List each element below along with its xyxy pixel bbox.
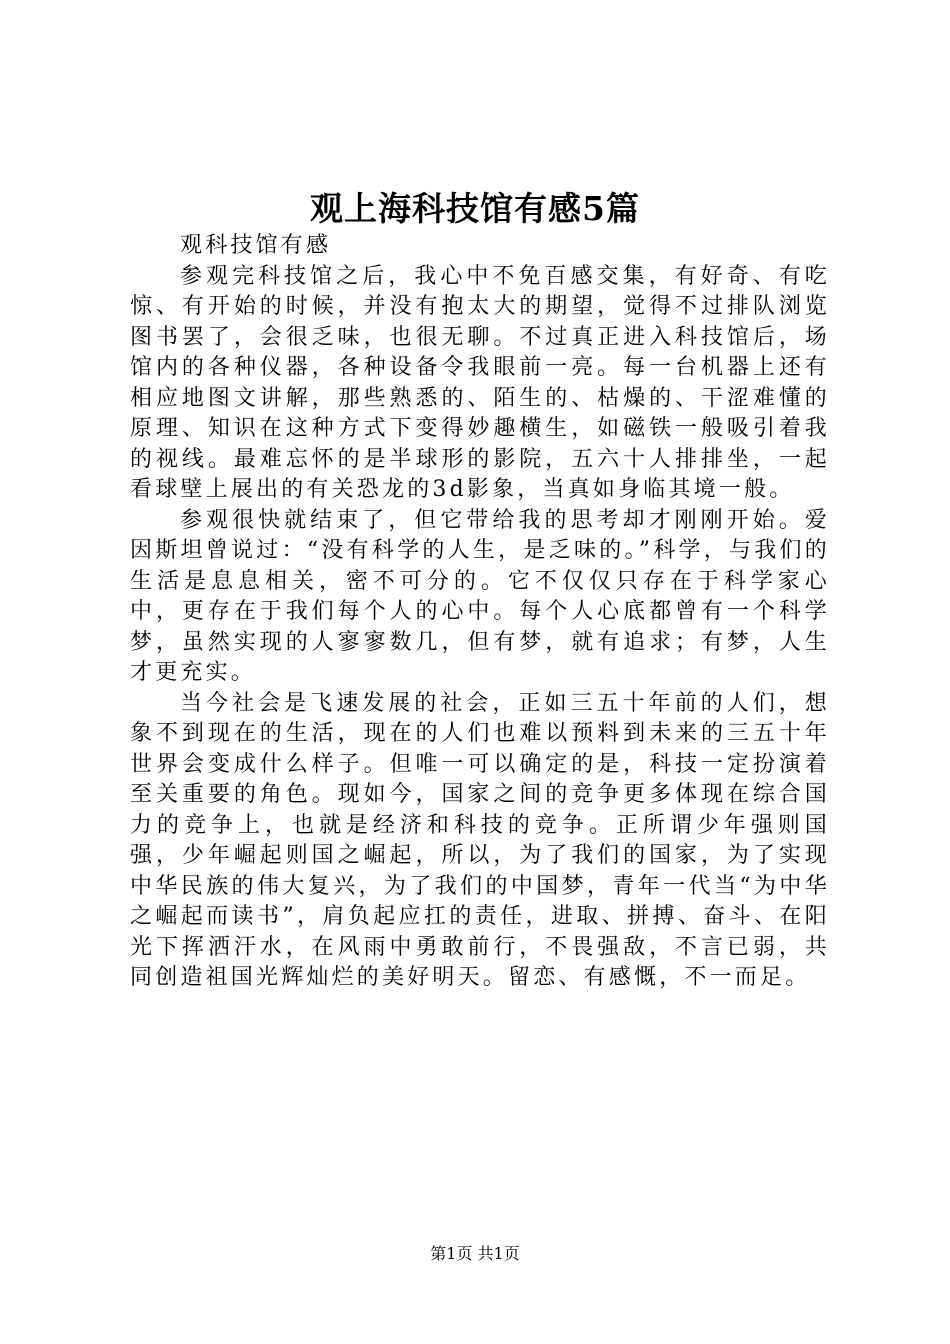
paragraph: 参观完科技馆之后，我心中不免百感交集，有好奇、有吃惊、有开始的时候，并没有抱太大的期望，觉得不过排队浏览图书罢了，会很乏味，也很无聊。不过真正进入科技馆后，场馆内的各种仪器，各种设备令我眼前一亮。每一台机器上还有相应地图文讲解，那些熟悉的、陌生的、枯燥的、干涩难懂的原理、知识在这种方式下变得妙趣横生，如磁铁一般吸引着我的视线。最难忘怀的是半球形的影院，五六十人排排坐，一起看球壁上展出的有关恐龙的3d影象，当真如身临其境一般。 [130,263,830,502]
section-heading: 观科技馆有感 [180,233,332,258]
page-footer: 第1页 共1页 [430,1244,520,1263]
document-title: 观上海科技馆有感5篇 [310,189,640,228]
document-body [130,231,830,994]
paragraph: 参观很快就结束了，但它带给我的思考却才刚刚开始。爱因斯坦曾说过：“没有科学的人生，是乏味的。”科学，与我们的生活是息息相关，密不可分的。它不仅仅只存在于科学家心中，更存在于我们每个人的心中。每个人心底都曾有一个科学梦，虽然实现的人寥寥数几，但有梦，就有追求；有梦，人生才更充实。 [130,507,830,685]
paragraph: 当今社会是飞速发展的社会，正如三五十年前的人们，想象不到现在的生活，现在的人们也难以预料到未来的三五十年世界会变成什么样子。但唯一可以确定的是，科技一定扮演着至关重要的角色。现如今，国家之间的竞争更多体现在综合国力的竞争上，也就是经济和科技的竞争。正所谓少年强则国强，少年崛起则国之崛起，所以，为了我们的国家，为了实现中华民族的伟大复兴，为了我们的中国梦，青年一代当“为中华之崛起而读书”，肩负起应扛的责任，进取、拼搏、奋斗、在阳光下挥洒汗水，在风雨中勇敢前行，不畏强敌，不言已弱，共同创造祖国光辉灿烂的美好明天。留恋、有感慨，不一而足。 [130,690,830,990]
